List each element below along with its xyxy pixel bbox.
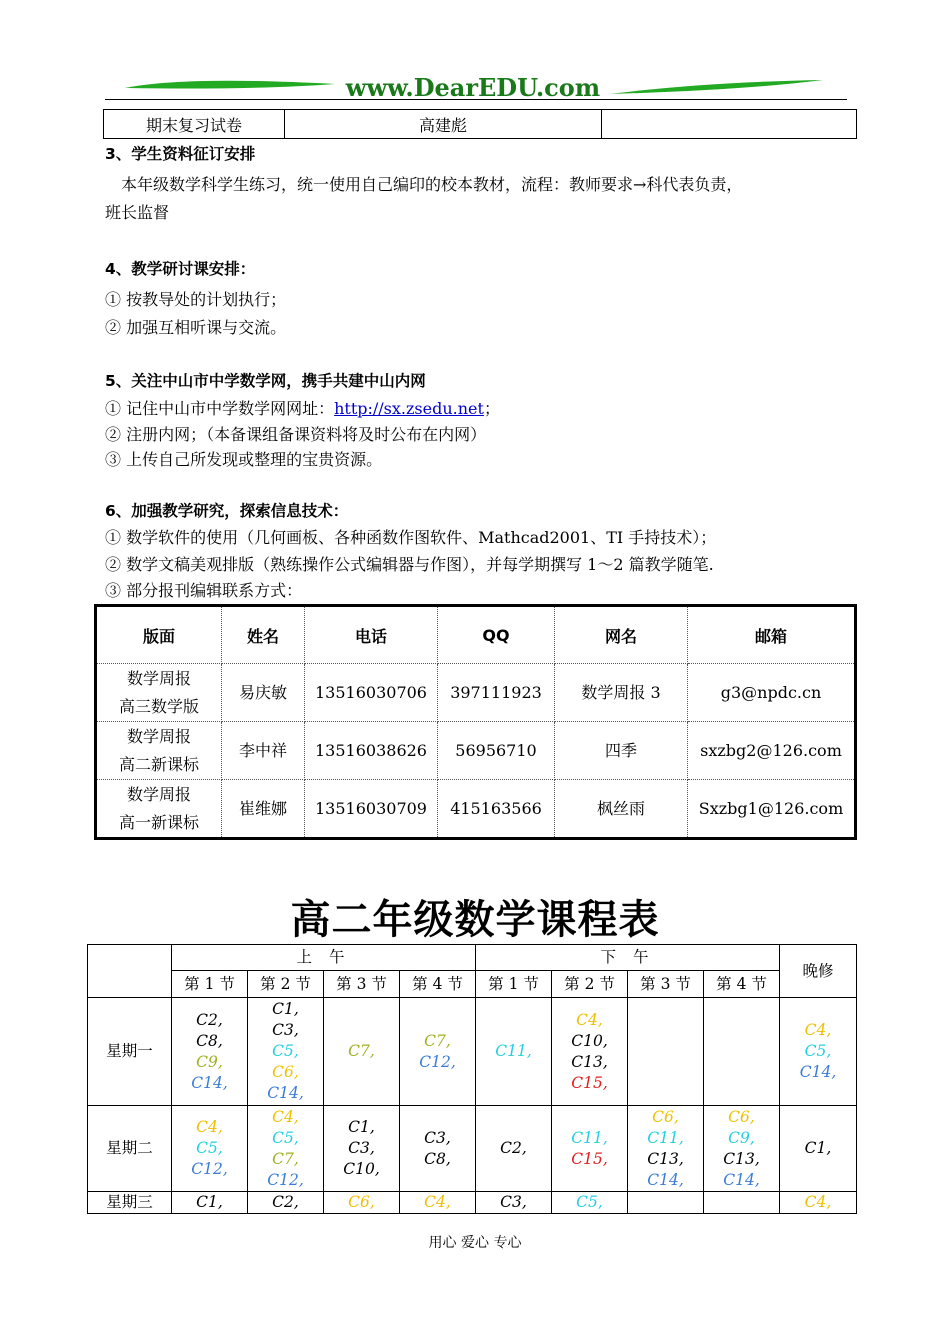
name-cell: 崔维娜 xyxy=(222,780,305,839)
class-code: C5, xyxy=(272,1042,299,1060)
header-qq: QQ xyxy=(438,606,555,664)
class-cell xyxy=(704,998,780,1106)
class-code: C13, xyxy=(571,1052,608,1071)
day-cell: 星期三 xyxy=(88,1192,172,1214)
class-cell xyxy=(476,998,552,1106)
class-code: C12, xyxy=(419,1052,456,1071)
class-code: C4, xyxy=(424,1193,451,1211)
section6-heading: 6、加强教学研究，探索信息技术： xyxy=(105,502,349,520)
class-code: C1, xyxy=(272,1000,299,1018)
name-cell: 易庆敏 xyxy=(222,664,305,722)
evening-header: 晚修 xyxy=(780,945,857,998)
class-code: C14, xyxy=(267,1084,304,1102)
class-cell xyxy=(400,998,476,1106)
section5-item-3: ③ 上传自己所发现或整理的宝贵资源。 xyxy=(105,450,383,469)
class-code: C6, xyxy=(348,1193,375,1211)
class-cell xyxy=(780,1106,857,1192)
schedule-title: 高二年级数学课程表 xyxy=(290,897,660,943)
class-code: C14, xyxy=(799,1063,837,1081)
class-cell xyxy=(552,1192,628,1214)
class-code: C6, xyxy=(272,1063,299,1081)
email-cell: Sxzbg1@126.com xyxy=(688,780,856,839)
period-header: 第 2 节 xyxy=(552,971,628,998)
class-code: C12, xyxy=(191,1160,228,1178)
morning-header: 上 午 xyxy=(172,945,476,971)
schedule-row xyxy=(88,1106,857,1192)
exam-name-cell: 期末复习试卷 xyxy=(104,110,285,139)
period-header: 第 2 节 xyxy=(248,971,324,998)
phone-cell: 13516030706 xyxy=(305,664,438,722)
class-code: C4, xyxy=(196,1118,223,1136)
class-code: C14, xyxy=(723,1170,760,1189)
period-header: 第 4 节 xyxy=(400,971,476,998)
class-cell xyxy=(172,1192,248,1214)
class-code: C5, xyxy=(272,1128,299,1147)
table-row xyxy=(104,110,857,139)
class-code: C6, xyxy=(728,1107,755,1126)
section3-heading: 3、学生资料征订安排 xyxy=(105,145,256,163)
day-cell: 星期二 xyxy=(88,1106,172,1192)
class-cell xyxy=(248,998,324,1106)
teacher-cell: 高建彪 xyxy=(285,110,602,139)
empty-cell xyxy=(602,110,857,139)
class-code: C4, xyxy=(576,1010,603,1029)
section5-item1-text: ① 记住中山市中学数学网网址： xyxy=(105,399,335,418)
section5-item-1 xyxy=(105,395,500,422)
editor-contacts-table xyxy=(94,604,857,840)
class-cell xyxy=(172,998,248,1106)
header-edition: 版面 xyxy=(96,606,222,664)
header-name: 姓名 xyxy=(222,606,305,664)
class-code: C4, xyxy=(804,1193,832,1211)
class-code: C5, xyxy=(804,1042,832,1060)
section4-heading: 4、教学研讨课安排： xyxy=(105,260,256,278)
section6-item-1: ① 数学软件的使用（几何画板、各种函数作图软件、Mathcad2001、TI 手持技术）； xyxy=(105,528,717,547)
email-cell: g3@npdc.cn xyxy=(688,664,856,722)
edition-cell xyxy=(96,780,222,839)
section6-item-3: ③ 部分报刊编辑联系方式： xyxy=(105,581,303,600)
nickname-cell: 枫丝雨 xyxy=(555,780,688,839)
edition-cell xyxy=(96,664,222,722)
class-cell xyxy=(552,1106,628,1192)
class-cell xyxy=(780,998,857,1106)
class-code: C15, xyxy=(571,1149,608,1168)
class-cell xyxy=(324,1106,400,1192)
class-cell xyxy=(476,1192,552,1214)
class-code: C2, xyxy=(500,1139,527,1157)
class-cell xyxy=(400,1192,476,1214)
section5-item1-suffix: ； xyxy=(483,399,500,418)
period-header: 第 1 节 xyxy=(476,971,552,998)
section3-line2: 班长监督 xyxy=(105,203,170,222)
class-code: C13, xyxy=(723,1149,760,1168)
section3-line1: 本年级数学科学生练习，统一使用自己编印的校本教材，流程：教师要求→科代表负责， xyxy=(121,175,743,194)
schedule-period-row xyxy=(88,971,857,998)
qq-cell: 397111923 xyxy=(438,664,555,722)
class-code: C1, xyxy=(196,1193,223,1211)
math-site-link[interactable]: http://sx.zsedu.net xyxy=(334,399,484,418)
class-cell xyxy=(780,1192,857,1214)
site-logo-banner xyxy=(105,68,845,108)
class-cell xyxy=(476,1106,552,1192)
schedule-header-row xyxy=(88,945,857,971)
class-code: C11, xyxy=(495,1042,532,1060)
qq-cell: 415163566 xyxy=(438,780,555,839)
class-code: C7, xyxy=(424,1031,451,1050)
class-code: C4, xyxy=(804,1021,832,1039)
class-cell xyxy=(628,1106,704,1192)
class-cell xyxy=(248,1106,324,1192)
class-code: C15, xyxy=(571,1073,608,1092)
table-row xyxy=(96,780,856,839)
class-code: C11, xyxy=(571,1128,608,1147)
schedule-body xyxy=(88,998,857,1214)
period-header: 第 3 节 xyxy=(628,971,704,998)
right-swoosh-icon xyxy=(610,80,823,94)
class-cell xyxy=(324,998,400,1106)
class-code: C1, xyxy=(348,1118,375,1136)
period-header: 第 4 节 xyxy=(704,971,780,998)
class-code: C8, xyxy=(424,1149,451,1168)
class-cell xyxy=(400,1106,476,1192)
day-cell: 星期一 xyxy=(88,998,172,1106)
schedule-row xyxy=(88,1192,857,1214)
qq-cell: 56956710 xyxy=(438,722,555,780)
edition-line1: 数学周报 xyxy=(126,668,191,688)
header-nickname: 网名 xyxy=(555,606,688,664)
edition-line1: 数学周报 xyxy=(126,726,191,746)
class-code: C7, xyxy=(272,1149,299,1168)
class-code: C10, xyxy=(343,1160,380,1178)
phone-cell: 13516030709 xyxy=(305,780,438,839)
class-cell xyxy=(248,1192,324,1214)
nickname-cell: 数学周报 3 xyxy=(555,664,688,722)
class-code: C12, xyxy=(267,1170,304,1189)
class-code: C2, xyxy=(272,1193,299,1211)
edition-line2: 高一新课标 xyxy=(118,812,199,832)
class-code: C9, xyxy=(196,1052,223,1071)
corner-cell xyxy=(88,945,172,998)
class-code: C1, xyxy=(804,1139,832,1157)
afternoon-header: 下 午 xyxy=(476,945,780,971)
site-logo-text: www.DearEDU.com xyxy=(345,73,601,102)
class-code: C3, xyxy=(500,1193,527,1211)
name-cell: 李中祥 xyxy=(222,722,305,780)
edition-line1: 数学周报 xyxy=(126,784,191,804)
table-header-row xyxy=(96,606,856,664)
period-header: 第 1 节 xyxy=(172,971,248,998)
class-cell xyxy=(172,1106,248,1192)
header-divider xyxy=(105,99,847,100)
schedule-table xyxy=(87,944,857,1214)
period-header: 第 3 节 xyxy=(324,971,400,998)
left-swoosh-icon xyxy=(125,81,335,89)
class-code: C4, xyxy=(272,1107,299,1126)
class-code: C6, xyxy=(652,1107,679,1126)
class-code: C9, xyxy=(728,1128,755,1147)
table-row xyxy=(96,664,856,722)
section5-heading: 5、关注中山市中学数学网，携手共建中山内网 xyxy=(105,372,426,390)
class-code: C7, xyxy=(348,1042,375,1060)
class-code: C3, xyxy=(272,1021,299,1039)
class-code: C5, xyxy=(576,1193,603,1211)
header-email: 邮箱 xyxy=(688,606,856,664)
class-code: C11, xyxy=(647,1128,684,1147)
class-code: C14, xyxy=(191,1073,228,1092)
class-code: C5, xyxy=(196,1139,223,1157)
class-cell xyxy=(628,1192,704,1214)
edition-cell xyxy=(96,722,222,780)
edition-line2: 高二新课标 xyxy=(118,754,199,774)
phone-cell: 13516038626 xyxy=(305,722,438,780)
section6-item-2: ② 数学文稿美观排版（熟练操作公式编辑器与作图），并每学期撰写 1～2 篇教学随笔. xyxy=(105,555,714,574)
class-code: C13, xyxy=(647,1149,684,1168)
footer-motto: 用心 爱心 专心 xyxy=(428,1235,522,1251)
header-phone: 电话 xyxy=(305,606,438,664)
section4-item-1: ① 按教导处的计划执行； xyxy=(105,290,287,309)
schedule-row xyxy=(88,998,857,1106)
class-cell xyxy=(704,1192,780,1214)
top-info-table xyxy=(103,109,857,139)
class-code: C3, xyxy=(348,1139,375,1157)
table-row xyxy=(96,722,856,780)
class-cell xyxy=(628,998,704,1106)
edition-line2: 高三数学版 xyxy=(118,696,199,716)
class-code: C10, xyxy=(571,1031,608,1050)
section4-item-2: ② 加强互相听课与交流。 xyxy=(105,318,287,337)
section5-item-2: ② 注册内网；（本备课组备课资料将及时公布在内网） xyxy=(105,425,487,444)
class-cell xyxy=(324,1192,400,1214)
class-cell xyxy=(552,998,628,1106)
email-cell: sxzbg2@126.com xyxy=(688,722,856,780)
class-cell xyxy=(704,1106,780,1192)
class-code: C3, xyxy=(424,1128,451,1147)
class-code: C8, xyxy=(196,1031,223,1050)
class-code: C2, xyxy=(196,1010,223,1029)
nickname-cell: 四季 xyxy=(555,722,688,780)
class-code: C14, xyxy=(647,1170,684,1189)
